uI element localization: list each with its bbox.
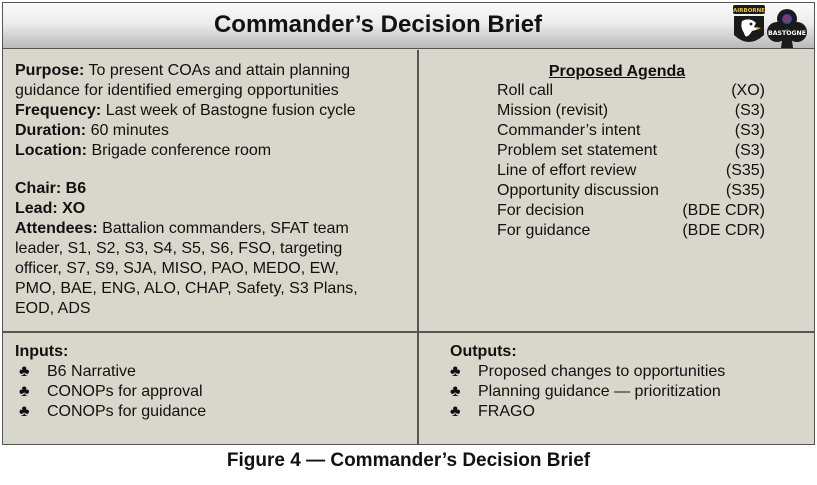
agenda-item — [497, 161, 777, 181]
outputs-heading: Outputs: — [450, 343, 517, 360]
agenda-item — [497, 181, 777, 201]
duration-value: 60 minutes — [90, 122, 169, 139]
list-item-text: CONOPs for guidance — [47, 403, 207, 420]
roles-block — [15, 179, 358, 319]
club-icon: ♣ — [450, 403, 461, 420]
frequency-value: Last week of Bastogne fusion cycle — [105, 102, 356, 119]
agenda-item-label: Mission (revisit) — [497, 102, 609, 119]
agenda-item-owner: (S3) — [734, 142, 765, 159]
list-item-text: B6 Narrative — [47, 363, 136, 380]
title-bar — [2, 2, 815, 49]
page-title: Commander’s Decision Brief — [213, 11, 543, 38]
agenda-item-owner: (S35) — [725, 182, 765, 199]
list-item — [450, 382, 725, 402]
agenda-item-owner: (XO) — [731, 82, 765, 99]
agenda-item-label: Opportunity discussion — [497, 182, 659, 199]
unit-logos — [732, 5, 810, 49]
attendees-line-1: Battalion commanders, SFAT team — [102, 220, 349, 237]
outputs-list — [450, 362, 725, 422]
agenda-item-owner: (S35) — [725, 162, 765, 179]
list-item-text: CONOPs for approval — [47, 383, 203, 400]
list-item — [19, 382, 206, 402]
airborne-tab-text: AIRBORNE — [732, 8, 766, 14]
agenda-item-label: Line of effort review — [497, 162, 637, 179]
club-icon: ♣ — [19, 403, 30, 420]
location-label: Location: — [15, 142, 87, 159]
purpose-block — [15, 61, 356, 161]
attendees-line-2: leader, S1, S2, S3, S4, S5, S6, FSO, targeting — [15, 240, 343, 257]
agenda-item-label: Problem set statement — [497, 142, 658, 159]
agenda-item-owner: (S3) — [734, 102, 765, 119]
chair-line: Chair: B6 — [15, 180, 87, 197]
list-item — [19, 362, 206, 382]
attendees-line-3: officer, S7, S9, SJA, MISO, PAO, MEDO, EW, — [15, 260, 339, 277]
bastogne-club-icon — [767, 9, 807, 48]
agenda-item-label: Commander’s intent — [497, 122, 641, 139]
agenda-item-owner: (BDE CDR) — [682, 202, 765, 219]
agenda-item-label: For decision — [497, 202, 585, 219]
purpose-label: Purpose: — [15, 62, 85, 79]
agenda-item — [497, 221, 777, 241]
purpose-line-1: To present COAs and attain planning — [88, 62, 350, 79]
club-icon: ♣ — [450, 383, 461, 400]
list-item-text: Planning guidance — prioritization — [478, 383, 721, 400]
attendees-line-4: PMO, BAE, ENG, ALO, CHAP, Safety, S3 Plans, — [15, 280, 358, 297]
lead-line: Lead: XO — [15, 200, 86, 217]
club-icon: ♣ — [19, 383, 30, 400]
agenda-item — [497, 141, 777, 161]
agenda-item — [497, 121, 777, 141]
list-item — [450, 362, 725, 382]
agenda-item-owner: (S3) — [734, 122, 765, 139]
list-item — [450, 402, 725, 422]
location-value: Brigade conference room — [91, 142, 272, 159]
agenda-list — [497, 81, 777, 241]
club-icon: ♣ — [450, 363, 461, 380]
bastogne-logo-text: BASTOGNE — [768, 30, 806, 37]
agenda-item — [497, 101, 777, 121]
frequency-label: Frequency: — [15, 102, 102, 119]
agenda-item-owner: (BDE CDR) — [682, 222, 765, 239]
figure-caption: Figure 4 — Commander’s Decision Brief — [226, 450, 591, 471]
agenda-panel — [419, 50, 815, 333]
list-item — [19, 402, 206, 422]
inputs-panel — [2, 333, 419, 445]
purpose-line-2: guidance for identified emerging opportunities — [15, 82, 339, 99]
agenda-item — [497, 81, 777, 101]
brief-details-panel — [2, 50, 419, 333]
agenda-item — [497, 201, 777, 221]
screaming-eagle-patch-icon — [733, 5, 765, 42]
attendees-label: Attendees: — [15, 220, 98, 237]
agenda-item-label: Roll call — [497, 82, 554, 99]
inputs-heading: Inputs: — [15, 343, 69, 360]
attendees-line-5: EOD, ADS — [15, 300, 91, 317]
agenda-item-label: For guidance — [497, 222, 591, 239]
duration-label: Duration: — [15, 122, 87, 139]
inputs-list — [19, 362, 206, 422]
outputs-panel — [419, 333, 815, 445]
agenda-heading: Proposed Agenda — [548, 63, 686, 80]
list-item-text: FRAGO — [478, 403, 535, 420]
club-icon: ♣ — [19, 363, 30, 380]
list-item-text: Proposed changes to opportunities — [478, 363, 726, 380]
